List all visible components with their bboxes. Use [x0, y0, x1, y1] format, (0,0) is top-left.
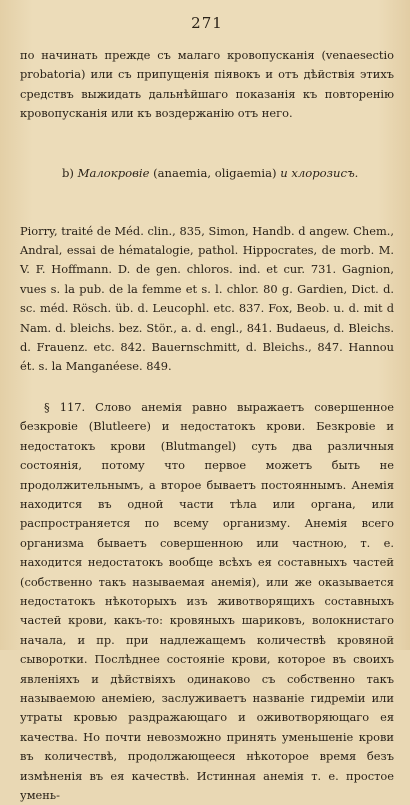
- section-title-russian: Малокровіе: [77, 165, 150, 180]
- section-title-latin: (anaemia, oligaemia): [153, 165, 277, 180]
- section-letter: b): [62, 165, 74, 180]
- section-chlorosis: хлорозисъ.: [291, 165, 359, 180]
- main-paragraph: [20, 398, 394, 805]
- page-number: 271: [191, 14, 223, 32]
- section-and-word: и: [280, 165, 288, 180]
- section-heading: [62, 164, 394, 182]
- intro-paragraph: по начинать прежде съ малаго кровопусканія (venaesectio probatoria) или съ припущенія піявокъ и отъ дѣйствія этихъ средствъ выжидать дальнѣйшаго показанія къ повторенію кровопусканія или къ воздержанію отъ него.: [20, 48, 394, 121]
- main-paragraph-text: § 117. Слово анемія равно выражаетъ совершенное безкровіе (Blutleere) и недостатокъ крови. Безкровіе и недостатокъ крови (Blutmangel) суть два различныя состоянія, потому что первое можетъ быть не продолжительнымъ, а второе бываетъ постояннымъ. Анемія находится въ одной части тѣла или органа, или распространяется по всему организму. Анемія всего организма бываетъ совершенною или частною, т. е. находится недостатокъ вообще всѣхъ ея составныхъ частей (собственно такъ называемая анемія), или же оказывается недостатокъ нѣкоторыхъ изъ животворящихъ составныхъ частей крови, какъ-то: кровяныхъ шариковъ, волокнистаго начала, и пр. при надлежащемъ количествѣ кровяной сыворотки. Послѣднее состояніе крови, которое въ своихъ явленіяхъ и дѣйствіяхъ одинаково съ собственно такъ называемою анеміею, заслуживаетъ названіе гидреміи или утраты кровью раздражающаго и оживотворяющаго ея качества. Но почти невозможно принять уменьшеніе крови въ количествѣ, продолжающееся нѣкоторое время безъ измѣненія въ ея качествѣ. Истинная анемія т. е. простое умень-: [20, 399, 394, 802]
- references-paragraph: Piorry, traité de Méd. clin., 835, Simon, Handb. d angew. Chem., Andral, essai de hématalogie, pathol. Hippocrates, de morb. M. V. F. Hoffmann. D. de gen. chloros. ind. et cur. 731. Gagnion, vues s. la pub. de la femme et s. l. chlor. 80 g. Gardien, Dict. d. sc. méd. Rösch. üb. d. Leucophl. etc. 837. Fox, Beob. u. d. mit d Nam. d. bleichs. bez. Stör., a. d. engl., 841. Budaeus, d. Bleichs. d. Frauenz. etc. 842. Bauernschmitt, d. Bleichs., 847. Hannou ét. s. la Manganéese. 849.: [20, 223, 394, 374]
